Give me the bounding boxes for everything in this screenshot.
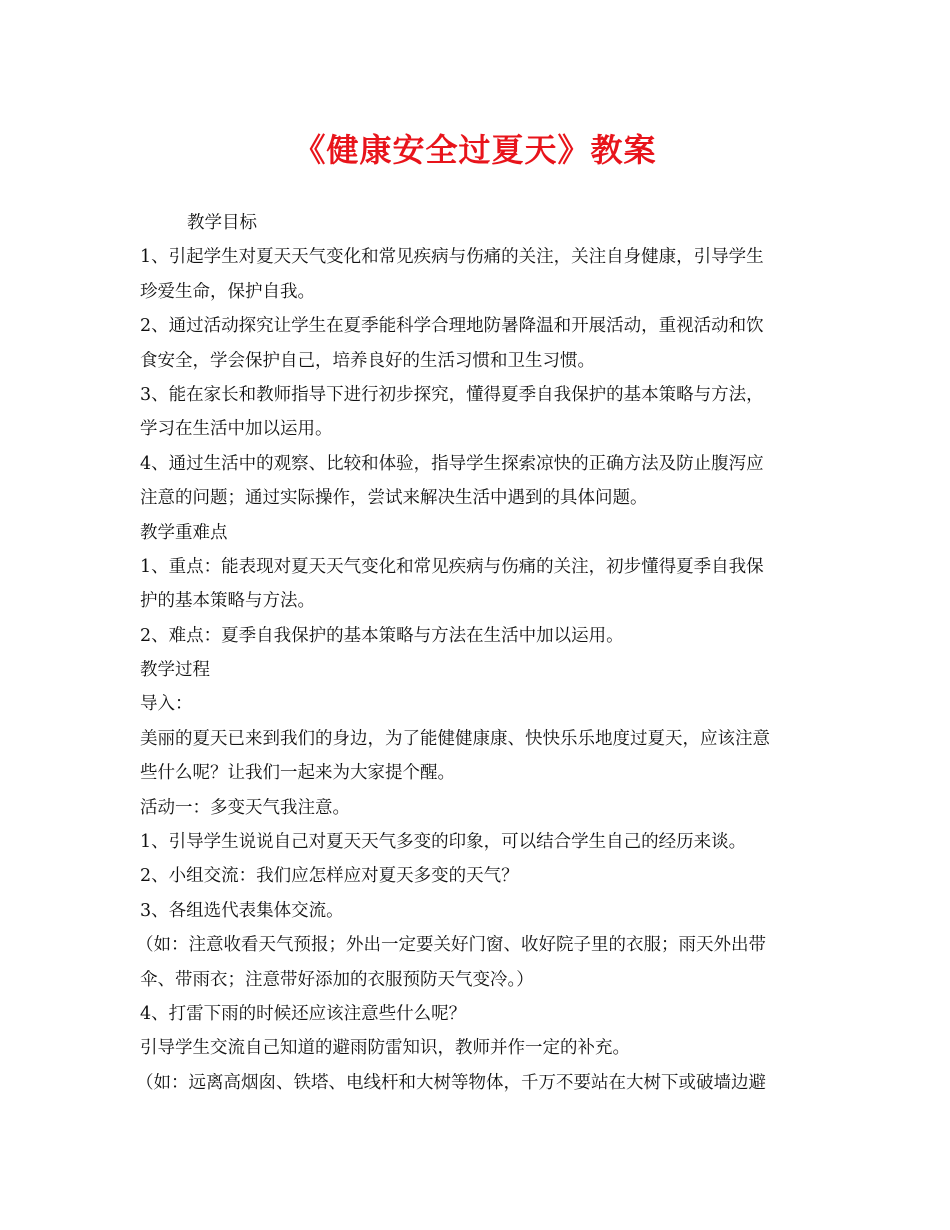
paragraph-line: 些什么呢？让我们一起来为大家提个醒。: [140, 763, 455, 784]
paragraph-line: 引导学生交流自己知道的避雨防雷知识，教师并作一定的补充。: [140, 1038, 630, 1059]
paragraph-line: 4、通过生活中的观察、比较和体验，指导学生探索凉快的正确方法及防止腹泻应: [140, 453, 764, 474]
document-title: 《健康安全过夏天》教案: [293, 131, 657, 169]
paragraph-line: 食安全，学会保护自己，培养良好的生活习惯和卫生习惯。: [140, 350, 595, 371]
section-heading-key-points: 教学重难点: [140, 522, 228, 543]
paragraph-line: 注意的问题；通过实际操作，尝试来解决生活中遇到的具体问题。: [140, 488, 648, 509]
paragraph-line: 4、打雷下雨的时候还应该注意些什么呢？: [140, 1003, 467, 1024]
document-body: [136, 206, 816, 1100]
subheading-activity-one: 活动一：多变天气我注意。: [140, 797, 350, 818]
paragraph-line: 伞、带雨衣；注意带好添加的衣服预防天气变冷。）: [140, 969, 534, 990]
section-heading-objectives: 教学目标: [187, 213, 257, 233]
paragraph-line: （如：远离高烟囱、铁塔、电线杆和大树等物体，千万不要站在大树下或破墙边避: [136, 1072, 766, 1093]
paragraph-line: 3、能在家长和教师指导下进行初步探究，懂得夏季自我保护的基本策略与方法，: [140, 384, 764, 405]
paragraph-line: （如：注意收看天气预报；外出一定要关好门窗、收好院子里的衣服；雨天外出带: [136, 935, 766, 956]
paragraph-line: 1、重点：能表现对夏天天气变化和常见疾病与伤痛的关注，初步懂得夏季自我保: [140, 556, 764, 577]
paragraph-line: 美丽的夏天已来到我们的身边，为了能健健康康、快快乐乐地度过夏天，应该注意: [140, 728, 770, 749]
paragraph-line: 1、引导学生说说自己对夏天天气多变的印象，可以结合学生自己的经历来谈。: [140, 832, 747, 853]
paragraph-line: 护的基本策略与方法。: [140, 591, 315, 612]
paragraph-line: 1、引起学生对夏天天气变化和常见疾病与伤痛的关注，关注自身健康，引导学生: [140, 247, 764, 268]
paragraph-line: 3、各组选代表集体交流。: [140, 900, 344, 921]
paragraph-line: 2、难点：夏季自我保护的基本策略与方法在生活中加以运用。: [140, 625, 624, 646]
paragraph-line: 2、通过活动探究让学生在夏季能科学合理地防暑降温和开展活动，重视活动和饮: [140, 316, 764, 337]
subheading-intro: 导入：: [140, 694, 193, 715]
paragraph-line: 2、小组交流：我们应怎样应对夏天多变的天气？: [140, 866, 519, 887]
paragraph-line: 学习在生活中加以运用。: [140, 419, 333, 440]
section-heading-process: 教学过程: [140, 660, 210, 681]
paragraph-line: 珍爱生命，保护自我。: [140, 281, 315, 302]
